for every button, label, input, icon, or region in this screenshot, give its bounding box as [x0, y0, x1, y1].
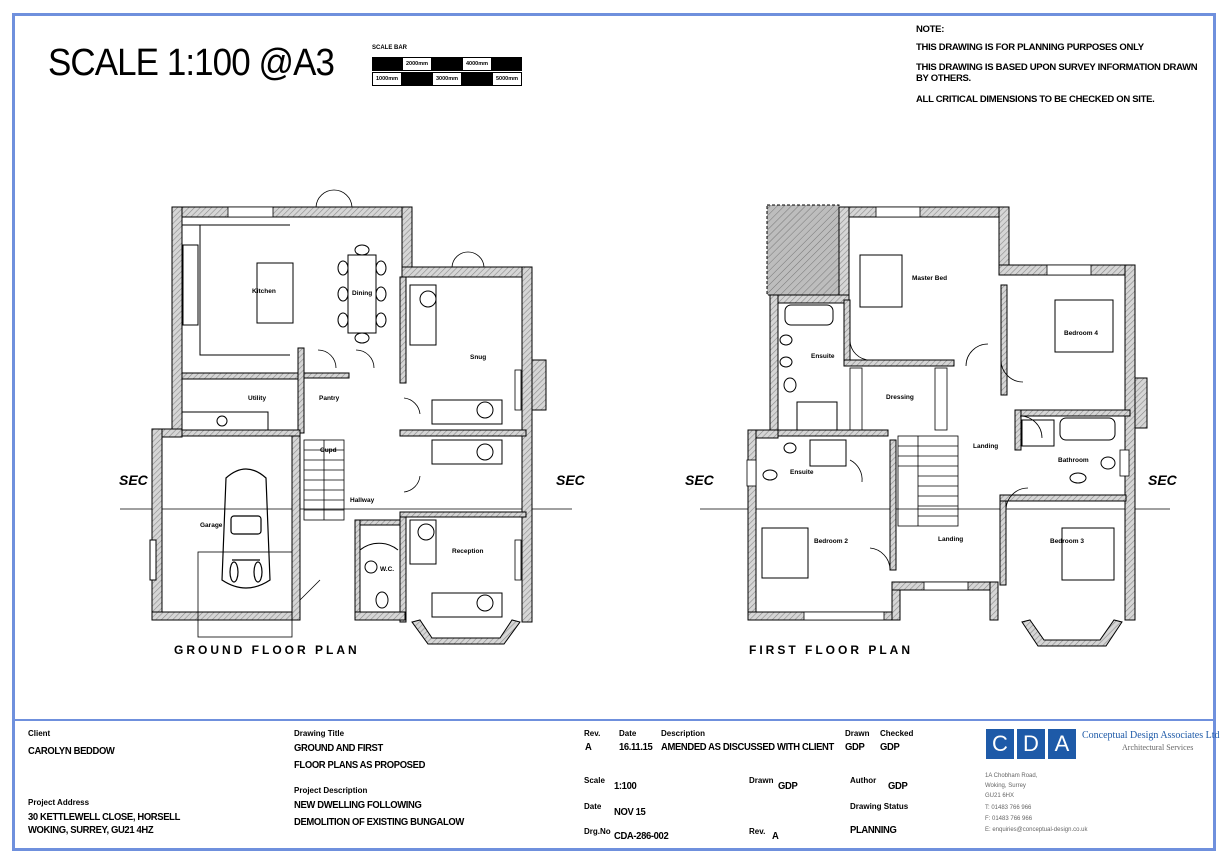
- author-value: GDP: [888, 780, 908, 792]
- drawing-title-line-2: FLOOR PLANS AS PROPOSED: [294, 759, 426, 771]
- room-label-landing-2: Landing: [938, 536, 964, 543]
- room-label-cupd: Cupd: [320, 447, 337, 454]
- rev2-label: Rev.: [749, 827, 766, 836]
- logo-letter-a: A: [1048, 729, 1076, 759]
- drg-no-label: Drg.No: [584, 827, 611, 836]
- scale-bar-label-3000: 3000mm: [432, 72, 462, 86]
- room-label-dining: Dining: [352, 290, 373, 297]
- section-marker-ground-left: SEC: [119, 472, 148, 488]
- section-marker-first-right: SEC: [1148, 472, 1177, 488]
- rev2-value: A: [772, 830, 779, 842]
- project-address-line-2: WOKING, SURREY, GU21 4HZ: [28, 824, 154, 836]
- company-phone: T: 01483 766 966: [985, 805, 1032, 811]
- first-floor-plan-title: FIRST FLOOR PLAN: [749, 643, 913, 657]
- drawing-title-label: Drawing Title: [294, 729, 345, 738]
- scale-bar-label-2000: 2000mm: [402, 57, 432, 71]
- rev-label: Rev.: [584, 729, 601, 738]
- scale-bar-label-5000: 5000mm: [492, 72, 522, 86]
- ground-floor-plan-title: GROUND FLOOR PLAN: [174, 643, 360, 657]
- project-address-label: Project Address: [28, 798, 90, 807]
- rev-row-date: 16.11.15: [619, 741, 653, 753]
- drawn-label: Drawn: [845, 729, 870, 738]
- scale-bar-label-1000: 1000mm: [372, 72, 402, 86]
- room-label-bathroom: Bathroom: [1058, 457, 1089, 464]
- date2-label: Date: [584, 802, 602, 811]
- scale-value: 1:100: [614, 780, 637, 792]
- rev-row-description: AMENDED AS DISCUSSED WITH CLIENT: [661, 741, 834, 753]
- room-label-ensuite-1: Ensuite: [811, 353, 835, 360]
- drawing-title-line-1: GROUND AND FIRST: [294, 742, 383, 754]
- logo-letter-c: C: [986, 729, 1014, 759]
- project-description-line-2: DEMOLITION OF EXISTING BUNGALOW: [294, 816, 464, 828]
- scale-title: SCALE 1:100 @A3: [48, 42, 335, 84]
- company-email: E: enquiries@conceptual-design.co.uk: [985, 827, 1088, 833]
- rev-row-drawn: GDP: [845, 741, 865, 753]
- room-label-wc: W.C.: [380, 566, 395, 573]
- room-label-snug: Snug: [470, 354, 487, 361]
- note-line-3: ALL CRITICAL DIMENSIONS TO BE CHECKED ON SITE.: [916, 94, 1155, 105]
- logo-letter-d: D: [1017, 729, 1045, 759]
- checked-label: Checked: [880, 729, 914, 738]
- drg-no-value: CDA-286-002: [614, 830, 669, 842]
- drawing-status-label: Drawing Status: [850, 802, 909, 811]
- drawn2-value: GDP: [778, 780, 798, 792]
- project-address-line-1: 30 KETTLEWELL CLOSE, HORSELL: [28, 811, 180, 823]
- room-label-kitchen: Kitchen: [252, 288, 276, 295]
- rev-row-checked: GDP: [880, 741, 900, 753]
- company-fax: F: 01483 766 966: [985, 816, 1033, 822]
- room-label-landing-1: Landing: [973, 443, 999, 450]
- room-label-ensuite-2: Ensuite: [790, 469, 814, 476]
- room-label-garage: Garage: [200, 522, 223, 529]
- client-value: CAROLYN BEDDOW: [28, 745, 115, 757]
- drawn2-label: Drawn: [749, 776, 774, 785]
- room-label-reception: Reception: [452, 548, 484, 555]
- room-label-utility: Utility: [248, 395, 267, 402]
- note-line-2: THIS DRAWING IS BASED UPON SURVEY INFORMATION DRAWN BY OTHERS.: [916, 62, 1198, 84]
- room-label-dressing: Dressing: [886, 394, 914, 401]
- note-heading: NOTE:: [916, 24, 945, 35]
- rev-row-rev: A: [585, 741, 592, 753]
- section-marker-first-left: SEC: [685, 472, 714, 488]
- author-label: Author: [850, 776, 877, 785]
- room-label-bedroom-4: Bedroom 4: [1064, 330, 1098, 337]
- description-label: Description: [661, 729, 706, 738]
- company-logo-box: [984, 727, 1220, 848]
- company-subtitle: Architectural Services: [1122, 743, 1194, 752]
- date2-value: NOV 15: [614, 806, 646, 818]
- client-label: Client: [28, 729, 51, 738]
- company-address-1: 1A Chobham Road,: [985, 773, 1038, 779]
- scale-label: Scale: [584, 776, 605, 785]
- room-label-master-bed: Master Bed: [912, 275, 948, 282]
- room-label-bedroom-3: Bedroom 3: [1050, 538, 1084, 545]
- note-line-1: THIS DRAWING IS FOR PLANNING PURPOSES ONLY: [916, 42, 1144, 53]
- room-label-bedroom-2: Bedroom 2: [814, 538, 848, 545]
- company-address-3: GU21 6HX: [985, 793, 1015, 799]
- company-address-2: Woking, Surrey: [985, 783, 1026, 789]
- room-label-hallway: Hallway: [350, 497, 375, 504]
- company-name: Conceptual Design Associates Ltd: [1082, 730, 1220, 741]
- project-description-line-1: NEW DWELLING FOLLOWING: [294, 799, 422, 811]
- date-label: Date: [619, 729, 637, 738]
- scale-bar-label-4000: 4000mm: [462, 57, 492, 71]
- section-marker-ground-right: SEC: [556, 472, 585, 488]
- project-description-label: Project Description: [294, 786, 368, 795]
- room-label-pantry: Pantry: [319, 395, 340, 402]
- scale-bar-label: SCALE BAR: [372, 45, 408, 51]
- drawing-status-value: PLANNING: [850, 824, 897, 836]
